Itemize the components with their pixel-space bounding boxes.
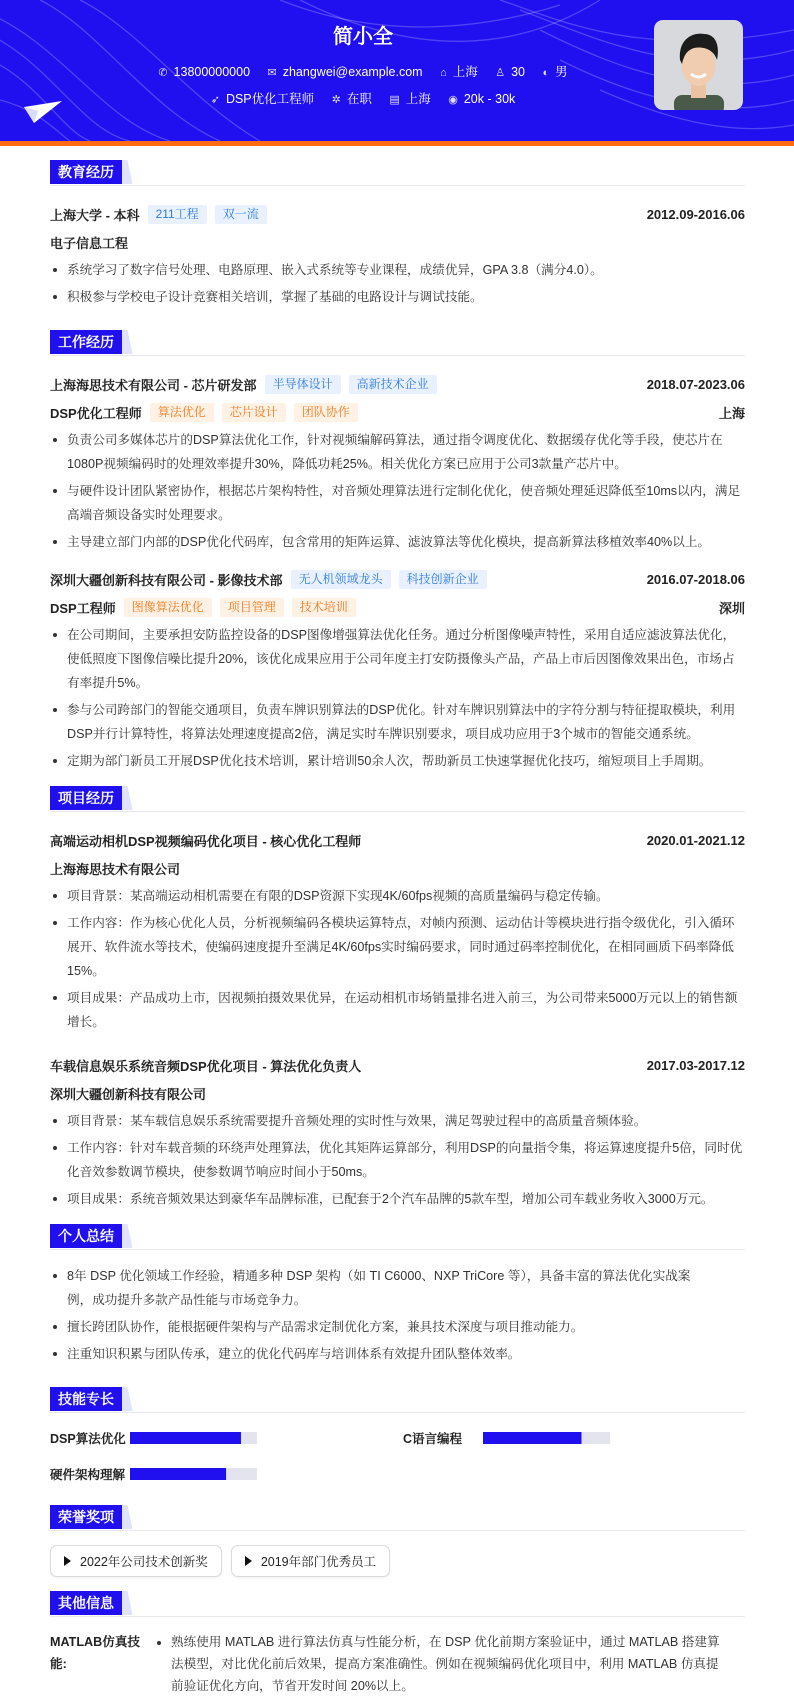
other-value: 熟练使用 MATLAB 进行算法仿真与性能分析，在 DSP 优化前期方案验证中，通过 MATLAB 搭建算法模型，对比优化前后效果，提高方案准确性。例如在视频编码优化项目中，利用 MATLAB 仿真提前验证优化方向，节省开发时间 20%以上。 bbox=[154, 1631, 730, 1697]
skill-bar-fill bbox=[483, 1432, 582, 1444]
work-list bbox=[50, 370, 745, 773]
section-title: 工作经历 bbox=[50, 330, 122, 354]
list-item: 项目成果：系统音频效果达到豪华车品牌标准，已配套于2个汽车品牌的5款车型，增加公司车载业务收入3000万元。 bbox=[50, 1187, 745, 1211]
paper-plane-icon bbox=[24, 101, 64, 125]
salary bbox=[448, 92, 515, 106]
list-item: 定期为部门新员工开展DSP优化技术培训，累计培训50余人次，帮助新员工快速掌握优化技巧，缩短项目上手周期。 bbox=[50, 749, 745, 773]
skill-item bbox=[50, 1463, 403, 1485]
date: 2016.07-2018.06 bbox=[646, 571, 745, 587]
section-title: 项目经历 bbox=[50, 786, 122, 810]
school: 上海大学 - 本科 bbox=[50, 207, 140, 223]
date: 2020.01-2021.12 bbox=[646, 832, 745, 848]
project-header bbox=[50, 826, 745, 854]
section-work bbox=[50, 330, 745, 356]
honor-item[interactable] bbox=[50, 1545, 222, 1577]
list-item: 与硬件设计团队紧密协作，根据芯片架构特性，对音频处理算法进行定制化优化，使音频处理延迟降低至10ms以内，满足高端音频设备实时处理要求。 bbox=[50, 479, 745, 527]
project-company bbox=[50, 1079, 745, 1107]
gender bbox=[542, 62, 567, 80]
other-key: MATLAB仿真技能: bbox=[50, 1635, 141, 1671]
education-bullets bbox=[50, 258, 745, 309]
spacer bbox=[50, 1037, 745, 1051]
tag: 科技创新企业 bbox=[399, 570, 487, 589]
work-header bbox=[50, 370, 745, 398]
skill-tag: 技术培训 bbox=[292, 598, 356, 617]
section-title: 荣誉奖项 bbox=[50, 1505, 122, 1529]
candidate-name: 简小全 bbox=[333, 26, 393, 48]
list-item: 工作内容：作为核心优化人员，分析视频编码各模块运算特点，对帧内预测、运动估计等模块进行指令级优化，引入循环展开、软件流水等技术，使编码速度提升至满足4K/60fps实时编码要求，同时通过码率控制优化，在相同画质下码率降低15%。 bbox=[50, 911, 745, 983]
skill-tag: 算法优化 bbox=[150, 403, 214, 422]
tag: 高新技术企业 bbox=[349, 375, 437, 394]
status-icon: ✲ bbox=[331, 94, 341, 106]
skill-bar-fill bbox=[130, 1468, 226, 1480]
job-text: DSP优化工程师 bbox=[225, 92, 315, 106]
work-bullets bbox=[50, 428, 745, 554]
skill-name: DSP算法优化 bbox=[50, 1432, 126, 1446]
phone-icon: ✆ bbox=[158, 67, 168, 79]
project-header bbox=[50, 1051, 745, 1079]
tag: 无人机领域龙头 bbox=[291, 570, 391, 589]
section-summary bbox=[50, 1224, 745, 1250]
date: 2018.07-2023.06 bbox=[646, 376, 745, 392]
age bbox=[495, 65, 525, 79]
contact-row bbox=[0, 62, 726, 80]
resume-header bbox=[0, 0, 794, 141]
list-item: 项目成果：产品成功上市，因视频拍摄效果优异，在运动相机市场销量排名进入前三，为公司带来5000万元以上的销售额增长。 bbox=[50, 986, 745, 1034]
gender-icon: ◐ bbox=[542, 67, 550, 79]
section-education bbox=[50, 160, 745, 186]
list-item: 8年 DSP 优化领域工作经验，精通多种 DSP 架构（如 TI C6000、NXP TriCore 等），具备丰富的算法优化实战案例，成功提升多款产品性能与市场竞争力。 bbox=[50, 1264, 715, 1312]
tag: 211工程 bbox=[148, 205, 207, 224]
section-honors bbox=[50, 1505, 745, 1531]
list-item: 项目背景：某车载信息娱乐系统需要提升音频处理的实时性与效果，满足驾驶过程中的高质量音频体验。 bbox=[50, 1109, 745, 1133]
city: 深圳 bbox=[718, 600, 745, 616]
company: 深圳大疆创新科技有限公司 - 影像技术部 bbox=[50, 572, 283, 588]
job-status bbox=[332, 89, 372, 107]
skill-item bbox=[50, 1427, 403, 1449]
skill-bar-fill bbox=[130, 1432, 241, 1444]
list-item: 项目背景：某高端运动相机需要在有限的DSP资源下实现4K/60fps视频的高质量编码与稳定传输。 bbox=[50, 884, 745, 908]
list-item: 主导建立部门内部的DSP优化代码库，包含常用的矩阵运算、滤波算法等优化模块，提高新算法移植效率40%以上。 bbox=[50, 530, 745, 554]
gender-text: 男 bbox=[555, 65, 568, 79]
work-role bbox=[50, 593, 745, 621]
skill-bar bbox=[130, 1432, 257, 1444]
list-item: 工作内容：针对车载音频的环绕声处理算法，优化其矩阵运算部分，利用DSP的向量指令集，将运算速度提升5倍，同时优化音效参数调节模块，使参数调节响应时间小于50ms。 bbox=[50, 1136, 745, 1184]
accent-bar bbox=[0, 141, 794, 146]
list-item: 积极参与学校电子设计竞赛相关培训，掌握了基础的电路设计与调试技能。 bbox=[50, 285, 745, 309]
job-row bbox=[0, 89, 726, 107]
age-text: 30 bbox=[511, 65, 525, 79]
age-icon: ♙ bbox=[495, 67, 506, 79]
project-company bbox=[50, 854, 745, 882]
skill-tag: 团队协作 bbox=[294, 403, 358, 422]
skill-list bbox=[50, 1427, 745, 1485]
send-icon: ➶ bbox=[210, 94, 220, 106]
list-item: 系统学习了数字信号处理、电路原理、嵌入式系统等专业课程，成绩优异，GPA 3.8（满分4.0）。 bbox=[50, 258, 745, 282]
triangle-right-icon bbox=[245, 1556, 252, 1566]
major bbox=[50, 228, 745, 256]
section-skills bbox=[50, 1387, 745, 1413]
date: 2017.03-2017.12 bbox=[646, 1057, 745, 1073]
avatar bbox=[654, 20, 743, 110]
location-text: 上海 bbox=[452, 65, 478, 79]
section-title: 个人总结 bbox=[50, 1224, 122, 1248]
skill-tag: 项目管理 bbox=[220, 598, 284, 617]
project-title: 高端运动相机DSP视频编码优化项目 - 核心优化工程师 bbox=[50, 833, 362, 849]
work-header bbox=[50, 565, 745, 593]
other-info bbox=[50, 1631, 745, 1700]
company: 深圳大疆创新科技有限公司 bbox=[50, 1086, 207, 1102]
skill-name: C语言编程 bbox=[403, 1432, 463, 1446]
company: 上海海思技术有限公司 - 芯片研发部 bbox=[50, 377, 257, 393]
list-item: 擅长跨团队协作，能根据硬件架构与产品需求定制优化方案，兼具技术深度与项目推动能力。 bbox=[50, 1315, 715, 1339]
location bbox=[440, 62, 478, 80]
phone-text: 13800000000 bbox=[173, 65, 251, 79]
project-title: 车载信息娱乐系统音频DSP优化项目 - 算法优化负责人 bbox=[50, 1058, 362, 1074]
education-header bbox=[50, 200, 745, 228]
building-icon: ▤ bbox=[389, 94, 400, 106]
status-text: 在职 bbox=[346, 92, 372, 106]
section-projects bbox=[50, 786, 745, 812]
spacer bbox=[50, 557, 745, 565]
list-item: 参与公司跨部门的智能交通项目，负责车牌识别算法的DSP优化。针对车牌识别算法中的字符分割与特征提取模块，利用DSP并行计算特性，将算法处理速度提高2倍，满足实时车牌识别要求，项目成功应用于3个城市的智能交通系统。 bbox=[50, 698, 745, 746]
work-bullets bbox=[50, 623, 745, 773]
mail-icon: ✉ bbox=[267, 67, 277, 79]
date: 2012.09-2016.06 bbox=[646, 206, 745, 222]
skill-tag: 芯片设计 bbox=[222, 403, 286, 422]
skill-bar bbox=[483, 1432, 610, 1444]
section-title: 教育经历 bbox=[50, 160, 122, 184]
list-item: 在公司期间，主要承担安防监控设备的DSP图像增强算法优化任务。通过分析图像噪声特性，采用自适应滤波算法优化，使低照度下图像信噪比提升20%，该优化成果应用于公司年度主打安防摄像头产品，产品上市后因图像效果出色，市场占有率提升5%。 bbox=[50, 623, 745, 695]
salary-icon: ◉ bbox=[448, 94, 458, 106]
target-job bbox=[211, 89, 314, 107]
phone bbox=[158, 65, 250, 79]
salary-text: 20k - 30k bbox=[463, 92, 516, 106]
company: 上海海思技术有限公司 bbox=[50, 861, 181, 877]
email bbox=[268, 65, 423, 79]
summary-bullets bbox=[50, 1264, 745, 1366]
city-text: 上海 bbox=[405, 92, 431, 106]
tag: 双一流 bbox=[215, 205, 267, 224]
skill-bar bbox=[130, 1468, 257, 1480]
honor-text: 2022年公司技术创新奖 bbox=[80, 1555, 208, 1569]
city: 上海 bbox=[718, 405, 745, 421]
honor-list bbox=[50, 1545, 745, 1577]
skill-name: 硬件架构理解 bbox=[50, 1468, 126, 1482]
email-text: zhangwei@example.com bbox=[282, 65, 423, 79]
section-title: 其他信息 bbox=[50, 1591, 122, 1615]
skill-tag: 图像算法优化 bbox=[124, 598, 212, 617]
project-bullets bbox=[50, 884, 745, 1034]
section-other bbox=[50, 1591, 745, 1617]
triangle-right-icon bbox=[64, 1556, 71, 1566]
honor-text: 2019年部门优秀员工 bbox=[260, 1555, 377, 1569]
work-role bbox=[50, 398, 745, 426]
project-bullets bbox=[50, 1109, 745, 1211]
tag: 半导体设计 bbox=[265, 375, 341, 394]
skill-item bbox=[403, 1427, 745, 1449]
major-text: 电子信息工程 bbox=[50, 235, 129, 251]
list-item: 负责公司多媒体芯片的DSP算法优化工作，针对视频编解码算法，通过指令调度优化、数据缓存优化等手段，使芯片在1080P视频编码时的处理效率提升30%，降低功耗25%。相关优化方案已应用于公司3款量产芯片中。 bbox=[50, 428, 745, 476]
list-item: 注重知识积累与团队传承，建立的优化代码库与培训体系有效提升团队整体效率。 bbox=[50, 1342, 715, 1366]
role: DSP优化工程师 bbox=[50, 405, 142, 421]
honor-item[interactable] bbox=[231, 1545, 390, 1577]
role: DSP工程师 bbox=[50, 600, 116, 616]
job-city bbox=[389, 89, 430, 107]
project-list bbox=[50, 826, 745, 1211]
home-icon: ⌂ bbox=[440, 67, 447, 79]
resume-body bbox=[50, 160, 745, 1700]
section-title: 技能专长 bbox=[50, 1387, 122, 1411]
